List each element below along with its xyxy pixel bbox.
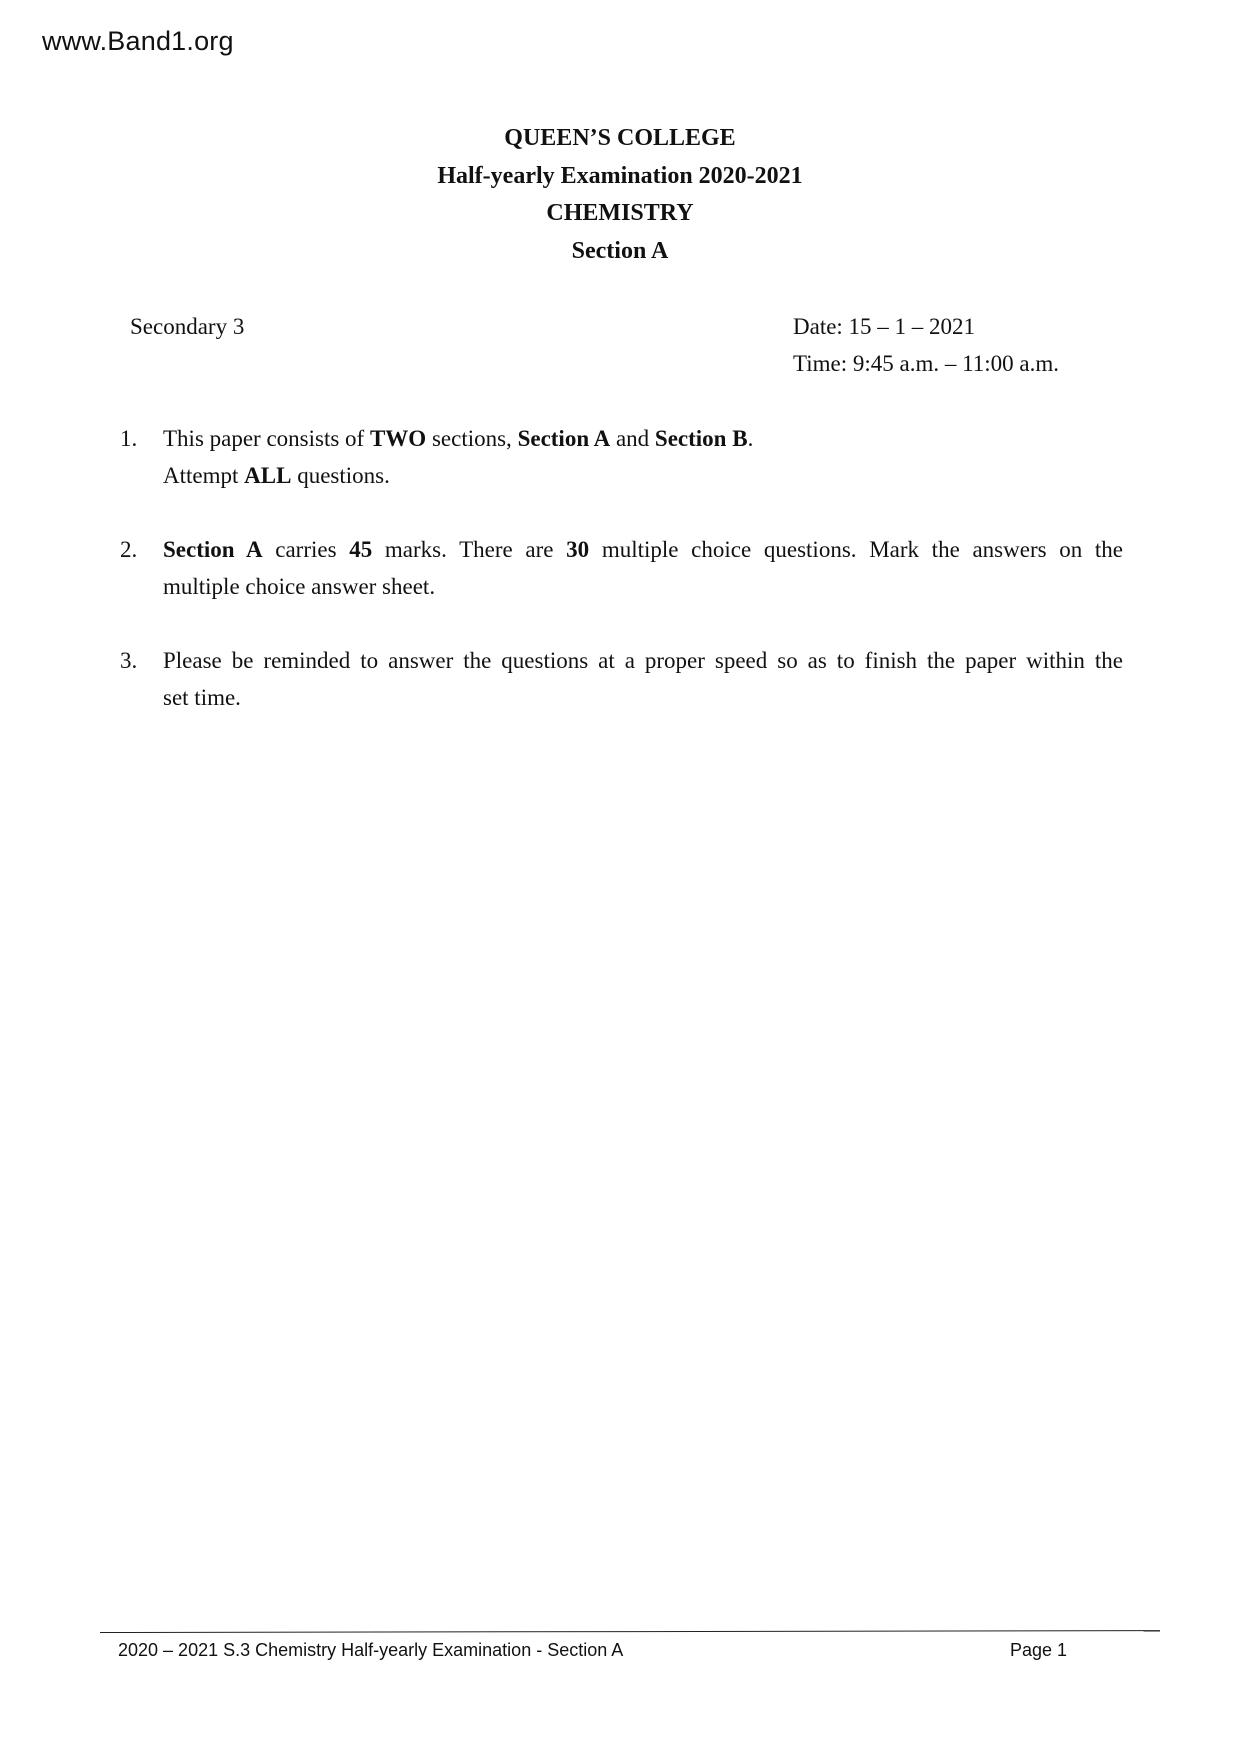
watermark-url: www.Band1.org bbox=[42, 26, 234, 56]
instruction-line: Section A carries 45 marks. There are 30 multiple choice questions. Mark the answers on the bbox=[163, 537, 1123, 562]
instruction-line: Attempt ALL questions. bbox=[163, 463, 390, 488]
instruction-number: 3. bbox=[120, 648, 138, 673]
instruction-line: Please be reminded to answer the questions at a proper speed so as to finish the paper within the bbox=[163, 648, 1123, 673]
instruction-line: This paper consists of TWO sections, Section A and Section B. bbox=[163, 426, 754, 451]
subject-title: CHEMISTRY bbox=[546, 200, 694, 226]
instruction-line: set time. bbox=[163, 685, 241, 710]
exam-time: Time: 9:45 a.m. – 11:00 a.m. bbox=[793, 351, 1059, 376]
level-label: Secondary 3 bbox=[130, 314, 245, 339]
exam-date: Date: 15 – 1 – 2021 bbox=[793, 314, 976, 339]
section-title: Section A bbox=[571, 237, 669, 264]
exam-header bbox=[0, 120, 1240, 270]
instruction-text bbox=[163, 642, 1123, 716]
date-time-block bbox=[793, 308, 1059, 382]
instruction-text bbox=[163, 420, 1123, 494]
school-name: QUEEN’S COLLEGE bbox=[504, 125, 736, 151]
footer-title: 2020 – 2021 S.3 Chemistry Half-yearly Examination - Section A bbox=[118, 1640, 624, 1660]
instruction-number: 2. bbox=[120, 537, 138, 562]
instruction-text bbox=[163, 531, 1123, 605]
instruction-line: multiple choice answer sheet. bbox=[163, 574, 436, 599]
page-number: Page 1 bbox=[1010, 1640, 1068, 1660]
footer-divider bbox=[100, 1630, 1160, 1633]
exam-title: Half-yearly Examination 2020-2021 bbox=[437, 162, 803, 189]
instruction-number: 1. bbox=[120, 426, 138, 451]
